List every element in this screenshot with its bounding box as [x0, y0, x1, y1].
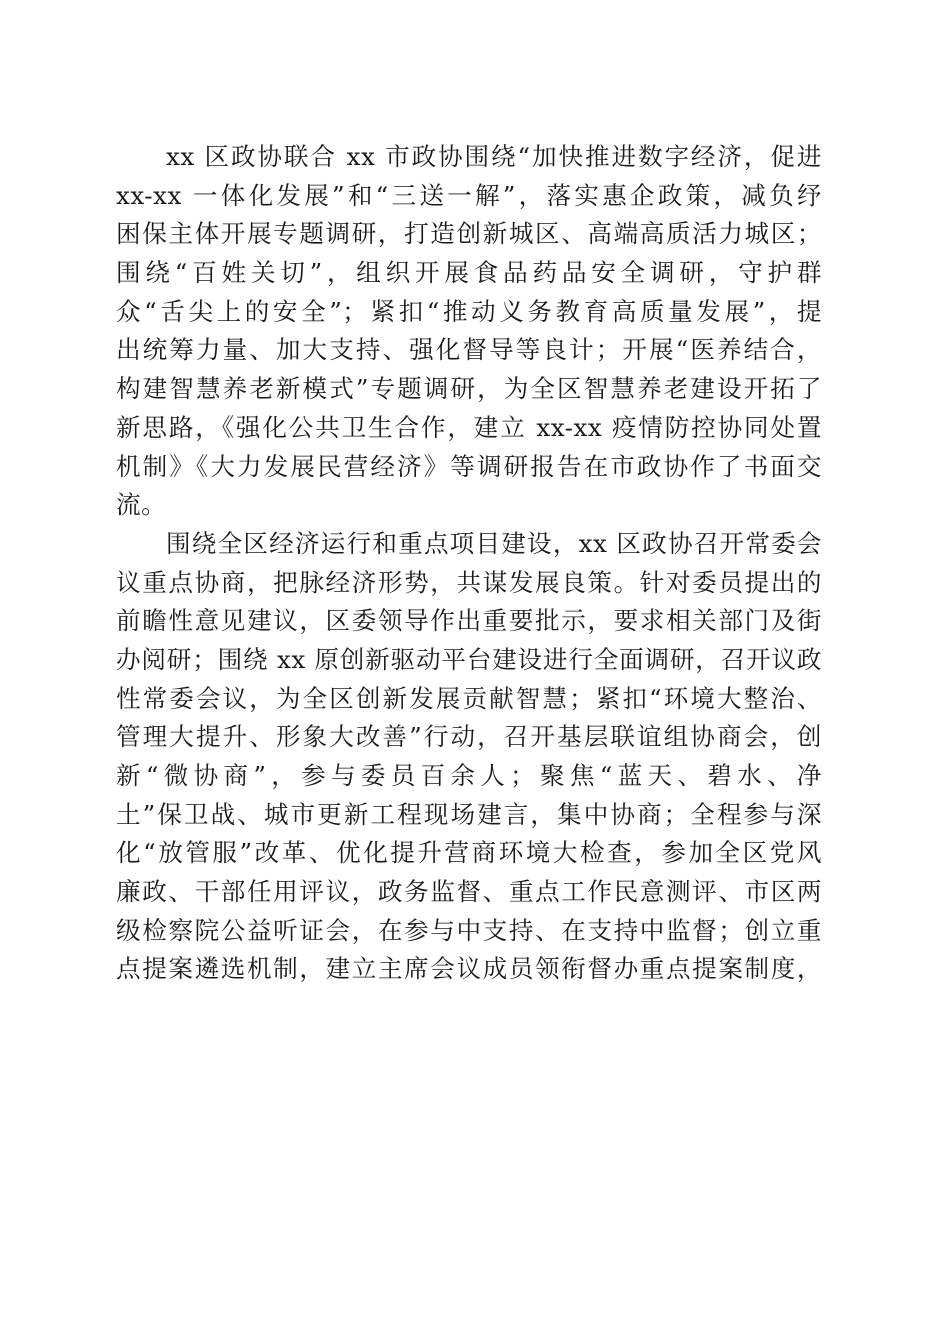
document-body	[116, 138, 822, 989]
text-line: 机制》《大力发展民营经济》等调研报告在市政协作了书面交	[116, 451, 822, 481]
text-line: 构建智慧养老新模式”专题调研，为全区智慧养老建设开拓了	[116, 374, 822, 404]
text-line: 围绕“百姓关切”，组织开展食品药品安全调研，守护群	[116, 258, 822, 288]
text-line: 廉政、干部任用评议，政务监督、重点工作民意测评、市区两	[116, 877, 822, 907]
text-line: 议重点协商，把脉经济形势，共谋发展良策。针对委员提出的	[116, 567, 822, 597]
text-line: 新思路，《强化公共卫生合作，建立 xx-xx 疫情防控协同处置	[116, 412, 822, 442]
text-line: 办阅研；围绕 xx 原创新驱动平台建设进行全面调研，召开议政	[116, 644, 822, 674]
text-line: 性常委会议，为全区创新发展贡献智慧；紧扣“环境大整治、	[116, 683, 822, 713]
paragraph-1	[116, 138, 822, 525]
text-line: 管理大提升、形象大改善”行动，召开基层联谊组协商会，创	[116, 722, 822, 752]
text-line: 化“放管服”改革、优化提升营商环境大检查，参加全区党风	[116, 838, 822, 868]
text-line: 困保主体开展专题调研，打造创新城区、高端高质活力城区；	[116, 219, 822, 249]
text-line: 点提案遴选机制，建立主席会议成员领衔督办重点提案制度，	[116, 954, 822, 984]
text-line: 众“舌尖上的安全”；紧扣“推动义务教育高质量发展”，提	[116, 296, 822, 326]
text-line: 出统筹力量、加大支持、强化督导等良计；开展“医养结合，	[116, 335, 822, 365]
text-line: 新“微协商”，参与委员百余人；聚焦“蓝天、碧水、净	[116, 761, 822, 790]
text-line: 级检察院公益听证会，在参与中支持、在支持中监督；创立重	[116, 915, 822, 945]
text-line: 土”保卫战、城市更新工程现场建言，集中协商；全程参与深	[116, 799, 822, 829]
text-line: xx 区政协联合 xx 市政协围绕“加快推进数字经济，促进	[166, 142, 822, 171]
text-line: 围绕全区经济运行和重点项目建设，xx 区政协召开常委会	[166, 528, 822, 558]
text-line: 流。	[116, 490, 167, 520]
paragraph-2	[116, 525, 822, 989]
text-line: 前瞻性意见建议，区委领导作出重要批示，要求相关部门及街	[116, 606, 822, 636]
text-line: xx-xx 一体化发展”和“三送一解”，落实惠企政策，减负纾	[116, 180, 822, 210]
